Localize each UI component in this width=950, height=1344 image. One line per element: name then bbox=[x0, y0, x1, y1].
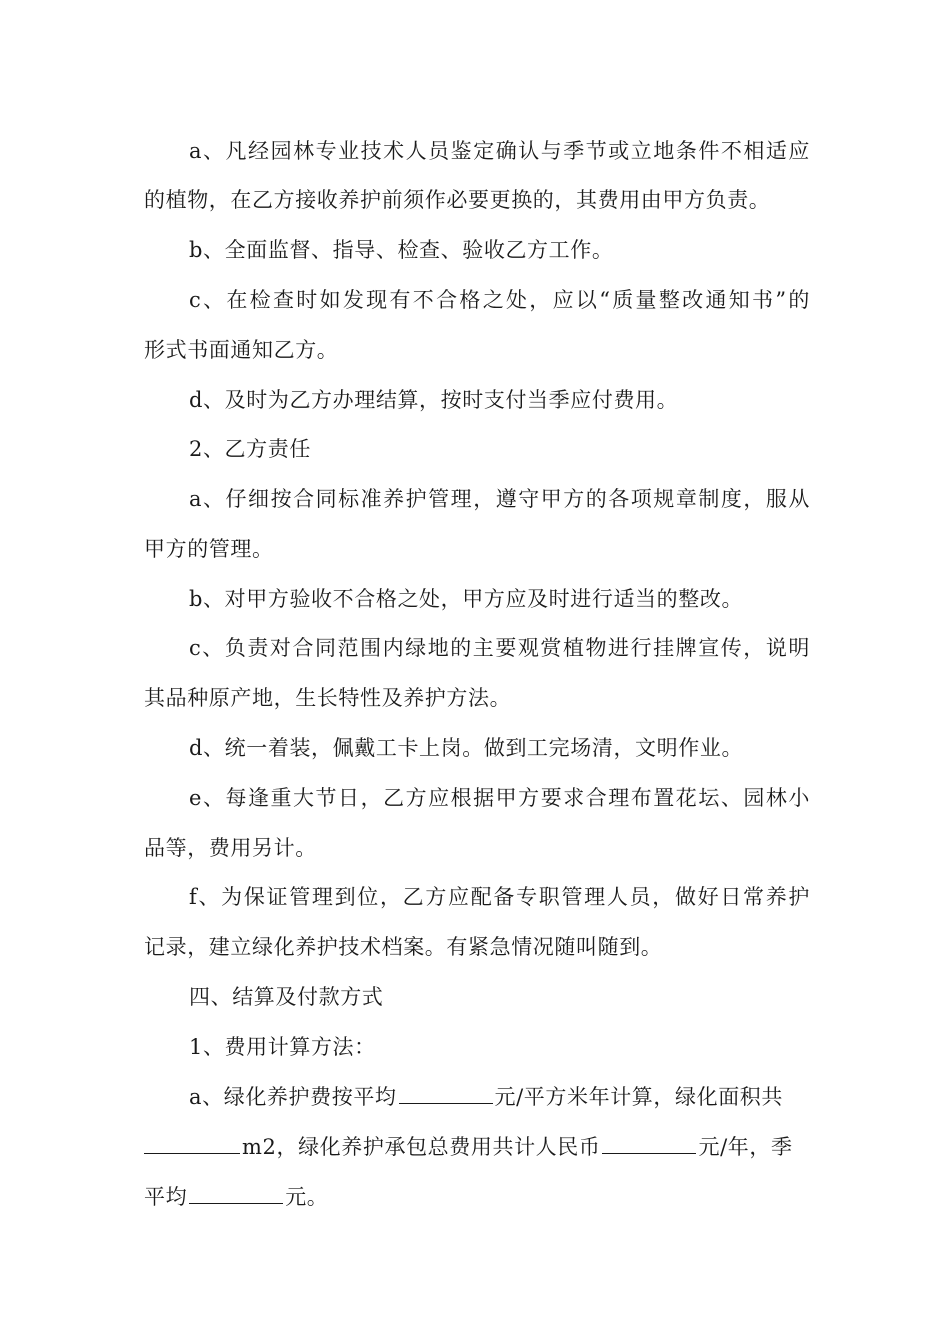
paragraph-line: e、每逢重大节日，乙方应根据甲方要求合理布置花坛、园林小 bbox=[189, 786, 810, 810]
paragraph-line: a、凡经园林专业技术人员鉴定确认与季节或立地条件不相适应 bbox=[189, 139, 810, 163]
fee-line bbox=[144, 1131, 810, 1161]
blank-total-fee bbox=[602, 1131, 696, 1154]
fee-text: 元。 bbox=[285, 1185, 329, 1209]
paragraph-line: 形式书面通知乙方。 bbox=[144, 338, 339, 362]
fee-text: 元/年，季 bbox=[698, 1135, 793, 1159]
paragraph-line: c、在检查时如发现有不合格之处，应以“质量整改通知书”的 bbox=[189, 288, 810, 312]
paragraph-line: 其品种原产地，生长特性及养护方法。 bbox=[144, 686, 512, 710]
paragraph-line: 甲方的管理。 bbox=[144, 537, 274, 561]
paragraph-line: c、负责对合同范围内绿地的主要观赏植物进行挂牌宣传，说明 bbox=[189, 636, 810, 660]
section-heading: 2、乙方责任 bbox=[189, 437, 311, 461]
paragraph-line: d、及时为乙方办理结算，按时支付当季应付费用。 bbox=[189, 388, 679, 412]
paragraph-line: b、对甲方验收不合格之处，甲方应及时进行适当的整改。 bbox=[189, 587, 744, 611]
fee-text: 平均 bbox=[144, 1185, 188, 1209]
fee-text: 元/平方米年计算，绿化面积共 bbox=[494, 1085, 784, 1109]
paragraph-line: d、统一着装，佩戴工卡上岗。做到工完场清，文明作业。 bbox=[189, 736, 744, 760]
fee-text: m2，绿化养护承包总费用共计人民币 bbox=[242, 1135, 601, 1159]
paragraph-line: f、为保证管理到位，乙方应配备专职管理人员，做好日常养护 bbox=[189, 885, 810, 909]
paragraph-line: 记录，建立绿化养护技术档案。有紧急情况随叫随到。 bbox=[144, 935, 663, 959]
blank-area bbox=[144, 1131, 240, 1154]
fee-text: a、绿化养护费按平均 bbox=[189, 1085, 397, 1109]
paragraph-line: 品等，费用另计。 bbox=[144, 836, 317, 860]
paragraph-line: a、仔细按合同标准养护管理，遵守甲方的各项规章制度，服从 bbox=[189, 487, 810, 511]
sub-heading: 1、费用计算方法： bbox=[189, 1035, 376, 1059]
blank-quarter-fee bbox=[189, 1181, 283, 1204]
paragraph-line: 的植物，在乙方接收养护前须作必要更换的，其费用由甲方负责。 bbox=[144, 188, 771, 212]
fee-line bbox=[189, 1081, 810, 1111]
paragraph-line: b、全面监督、指导、检查、验收乙方工作。 bbox=[189, 238, 614, 262]
section-heading: 四、结算及付款方式 bbox=[189, 985, 384, 1009]
blank-unit-price bbox=[399, 1081, 493, 1104]
fee-line bbox=[144, 1181, 810, 1211]
